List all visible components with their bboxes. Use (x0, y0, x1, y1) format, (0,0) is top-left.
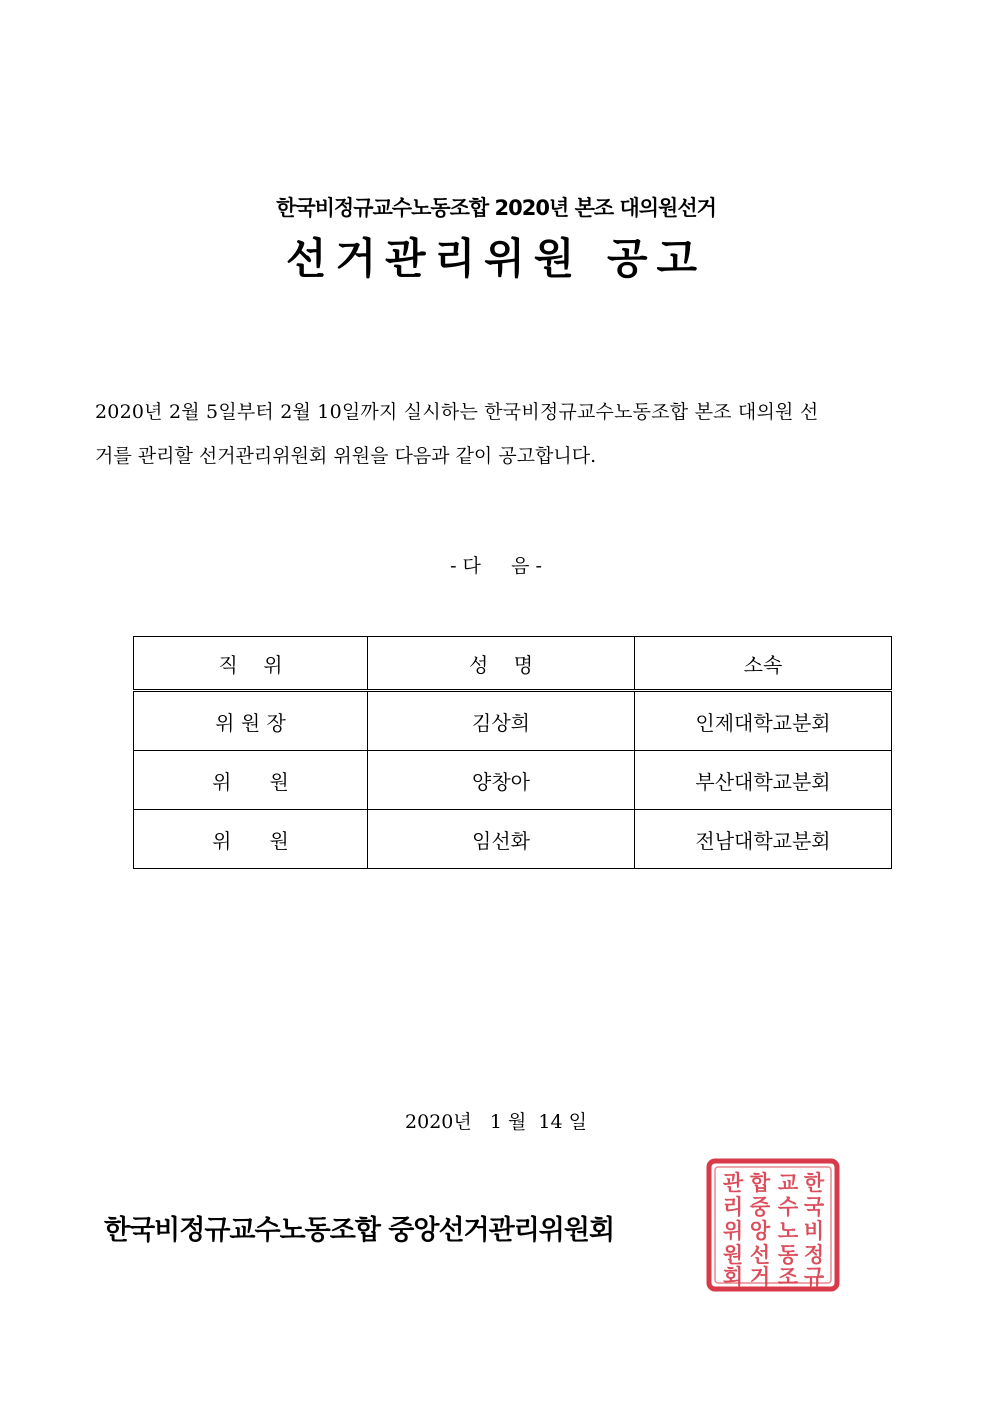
svg-text:합: 합 (749, 1170, 771, 1195)
header-name: 성 명 (368, 637, 635, 691)
svg-text:관: 관 (722, 1170, 744, 1195)
table-row (134, 810, 892, 869)
svg-text:한: 한 (803, 1170, 825, 1195)
svg-text:수: 수 (777, 1194, 799, 1219)
cell-name: 임선화 (368, 810, 635, 869)
body-text-line-1: 2020년 2월 5일부터 2월 10일까지 실시하는 한국비정규교수노동조합 본조 대의원 선 (95, 401, 819, 423)
table-header-row (134, 637, 892, 691)
cell-affiliation: 인제대학교분회 (635, 691, 892, 751)
cell-name: 양창아 (368, 751, 635, 810)
svg-text:중: 중 (749, 1194, 771, 1219)
svg-text:국: 국 (803, 1194, 825, 1219)
svg-text:정: 정 (803, 1242, 825, 1267)
svg-text:리: 리 (722, 1194, 744, 1219)
svg-text:교: 교 (777, 1170, 799, 1195)
committee-members-table (133, 636, 892, 869)
cell-position: 위 원 (134, 751, 368, 810)
cell-position: 위 원 (134, 810, 368, 869)
svg-text:조: 조 (777, 1264, 799, 1289)
svg-text:선: 선 (749, 1242, 771, 1267)
cell-position: 위 원 장 (134, 691, 368, 751)
svg-text:동: 동 (777, 1242, 799, 1267)
svg-text:규: 규 (803, 1264, 825, 1289)
svg-text:비: 비 (803, 1218, 825, 1243)
official-seal-icon (706, 1158, 840, 1292)
svg-text:위: 위 (722, 1218, 744, 1243)
header-position: 직 위 (134, 637, 368, 691)
table-row (134, 691, 892, 751)
cell-affiliation: 부산대학교분회 (635, 751, 892, 810)
header-affiliation: 소속 (635, 637, 892, 691)
svg-text:앙: 앙 (749, 1218, 771, 1243)
issuing-organization: 한국비정규교수노동조합 중앙선거관리위원회 (104, 1215, 615, 1246)
table-row (134, 751, 892, 810)
svg-text:회: 회 (722, 1264, 744, 1289)
announcement-date: 2020년 1 월 14 일 (405, 1111, 587, 1133)
cell-name: 김상희 (368, 691, 635, 751)
document-subtitle: 한국비정규교수노동조합 2020년 본조 대의원선거 (276, 196, 716, 220)
svg-text:거: 거 (749, 1264, 771, 1289)
svg-text:원: 원 (722, 1242, 744, 1267)
cell-affiliation: 전남대학교분회 (635, 810, 892, 869)
body-text-line-2: 거를 관리할 선거관리위원회 위원을 다음과 같이 공고합니다. (95, 445, 597, 467)
section-heading: - 다 음 - (450, 555, 542, 577)
document-title: 선거관리위원 공고 (285, 234, 707, 283)
svg-text:노: 노 (777, 1218, 799, 1243)
